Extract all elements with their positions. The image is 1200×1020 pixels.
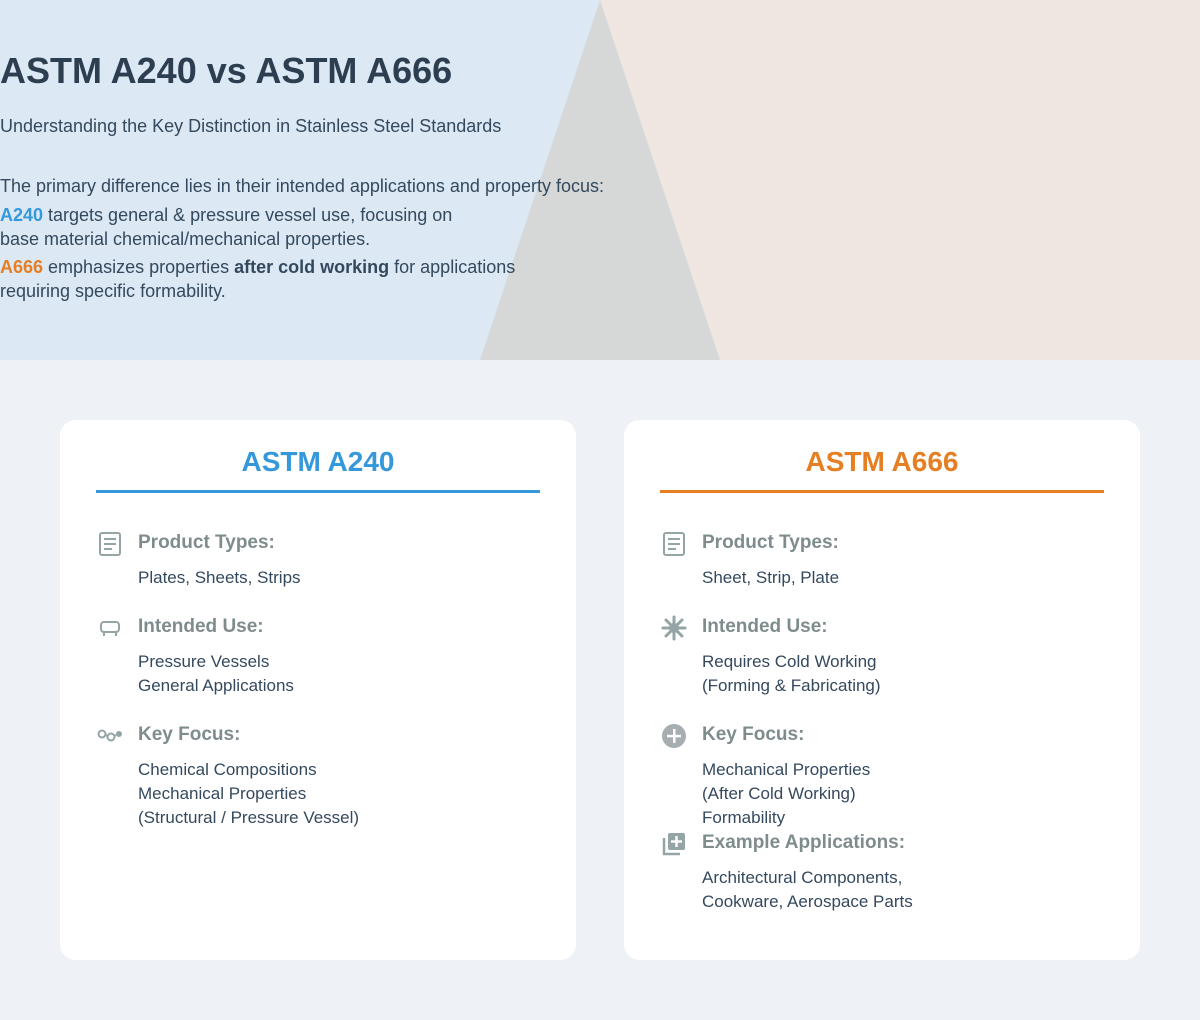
a240-intended-use-label: Intended Use: bbox=[138, 616, 264, 637]
value-line: Sheet, Strip, Plate bbox=[702, 568, 840, 587]
a666-product-types-label: Product Types: bbox=[702, 532, 839, 553]
a240-summary-line2: base material chemical/mechanical properties. bbox=[0, 229, 371, 249]
a666-product-types-values bbox=[702, 566, 839, 590]
value-line: Chemical Compositions bbox=[138, 760, 317, 779]
value-line: (Structural / Pressure Vessel) bbox=[138, 808, 360, 827]
a666-card-divider bbox=[660, 490, 1104, 493]
a240-product-types-label: Product Types: bbox=[138, 532, 275, 553]
a666-tag: A666 bbox=[0, 257, 44, 277]
value-line: (After Cold Working) bbox=[702, 784, 856, 803]
a666-intended-use-label: Intended Use: bbox=[702, 616, 828, 637]
value-line: Architectural Components, bbox=[702, 868, 903, 887]
a240-product-types-values bbox=[138, 566, 301, 590]
a240-tag: A240 bbox=[0, 205, 44, 225]
burst-icon bbox=[660, 614, 688, 642]
a666-summary-pre: emphasizes properties bbox=[43, 257, 235, 277]
a666-summary-line2: requiring specific formability. bbox=[0, 281, 226, 301]
document-icon bbox=[96, 530, 124, 558]
value-line: Requires Cold Working bbox=[702, 652, 877, 671]
a666-example-applications-label: Example Applications: bbox=[702, 832, 906, 853]
a666-summary bbox=[0, 255, 1200, 303]
a240-card-divider bbox=[96, 490, 540, 493]
hero-banner bbox=[0, 0, 1200, 360]
a666-summary-post: for applications bbox=[389, 257, 516, 277]
value-line: Mechanical Properties bbox=[138, 784, 307, 803]
value-line: Plates, Sheets, Strips bbox=[138, 568, 301, 587]
document-icon bbox=[660, 530, 688, 558]
a240-summary bbox=[0, 203, 1200, 251]
a666-card-title: ASTM A666 bbox=[805, 446, 959, 477]
a666-example-applications-values bbox=[702, 866, 913, 914]
value-line: (Forming & Fabricating) bbox=[702, 676, 881, 695]
a240-key-focus-label: Key Focus: bbox=[138, 724, 241, 745]
a240-card bbox=[60, 420, 576, 960]
a666-card bbox=[624, 420, 1140, 960]
value-line: Pressure Vessels bbox=[138, 652, 270, 671]
a240-intended-use-values bbox=[138, 650, 294, 698]
vessel-icon bbox=[96, 614, 124, 642]
plus-circle-icon bbox=[660, 722, 688, 750]
a240-card-title: ASTM A240 bbox=[241, 446, 395, 477]
add-library-icon bbox=[660, 830, 688, 858]
a240-summary-line1: targets general & pressure vessel use, focusing on bbox=[43, 205, 453, 225]
a240-key-focus-values bbox=[138, 758, 359, 830]
value-line: Formability bbox=[702, 808, 786, 827]
intro-text: The primary difference lies in their intended applications and property focus: bbox=[0, 176, 605, 196]
molecule-icon bbox=[96, 722, 124, 750]
a666-intended-use-values bbox=[702, 650, 881, 698]
value-line: General Applications bbox=[138, 676, 294, 695]
a666-key-focus-label: Key Focus: bbox=[702, 724, 805, 745]
value-line: Cookware, Aerospace Parts bbox=[702, 892, 913, 911]
a666-key-focus-values bbox=[702, 758, 870, 830]
a666-summary-bold: after cold working bbox=[234, 257, 390, 277]
value-line: Mechanical Properties bbox=[702, 760, 871, 779]
page-title: ASTM A240 vs ASTM A666 bbox=[0, 50, 453, 91]
page-subtitle: Understanding the Key Distinction in Stainless Steel Standards bbox=[0, 116, 502, 136]
